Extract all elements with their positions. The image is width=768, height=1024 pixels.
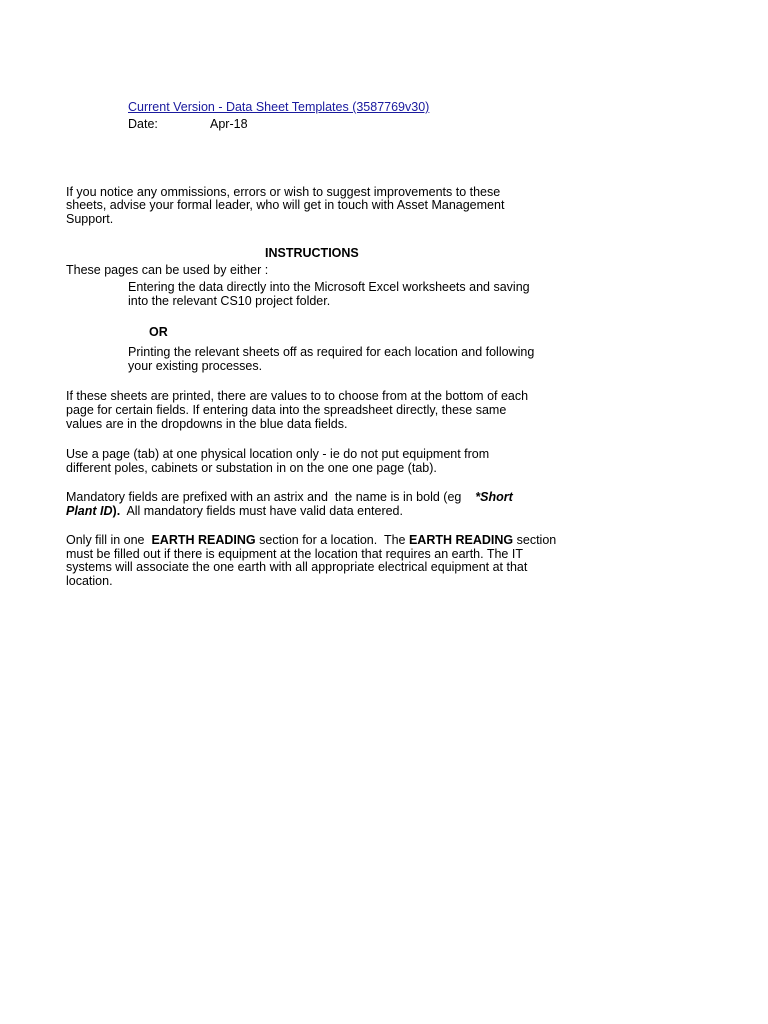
mandatory-text-1: Mandatory fields are prefixed with an astrix and the name is in bold (eg — [66, 490, 476, 504]
mandatory-line-1 — [66, 491, 513, 505]
date-value: Apr-18 — [210, 117, 248, 131]
used-by-text: These pages can be used by either : — [66, 263, 269, 277]
intro-line-3: Support. — [66, 212, 114, 226]
earth-line-1 — [66, 534, 556, 548]
short-plant-id-close: ). — [112, 504, 121, 518]
intro-line-2: sheets, advise your formal leader, who will get in touch with Asset Management — [66, 198, 505, 212]
earth-line-4: location. — [66, 574, 113, 588]
page-tab-line-1: Use a page (tab) at one physical location only - ie do not put equipment from — [66, 447, 490, 461]
mandatory-text-2: All mandatory fields must have valid data entered. — [120, 504, 403, 518]
printed-line-3: values are in the dropdowns in the blue data fields. — [66, 417, 348, 431]
date-label: Date: — [128, 117, 158, 131]
earth-line-2: must be filled out if there is equipment at the location that requires an earth. The IT — [66, 547, 523, 561]
page-tab-line-2: different poles, cabinets or substation in on the one one page (tab). — [66, 461, 437, 475]
option2-line-1: Printing the relevant sheets off as required for each location and following — [128, 345, 535, 359]
short-plant-id-part-1: *Short — [475, 490, 513, 504]
earth-text-e: section — [513, 533, 557, 547]
option1-line-2: into the relevant CS10 project folder. — [128, 294, 331, 308]
earth-reading-bold-1: EARTH READING — [151, 533, 256, 547]
printed-line-1: If these sheets are printed, there are values to to choose from at the bottom of each — [66, 389, 529, 403]
printed-line-2: page for certain fields. If entering data into the spreadsheet directly, these same — [66, 403, 507, 417]
current-version-link[interactable]: Current Version - Data Sheet Templates (3587769v30) — [128, 100, 430, 114]
earth-text-c: section for a location. The — [255, 533, 409, 547]
earth-reading-bold-2: EARTH READING — [408, 533, 514, 547]
option1-line-1: Entering the data directly into the Microsoft Excel worksheets and saving — [128, 280, 530, 294]
intro-line-1: If you notice any ommissions, errors or wish to suggest improvements to these — [66, 185, 501, 199]
short-plant-id-part-2: Plant ID — [66, 504, 113, 518]
instructions-heading: INSTRUCTIONS — [265, 246, 359, 260]
earth-line-3: systems will associate the one earth with all appropriate electrical equipment at that — [66, 560, 528, 574]
or-label: OR — [149, 325, 168, 339]
option2-line-2: your existing processes. — [128, 359, 263, 373]
earth-text-a: Only fill in one — [66, 533, 152, 547]
mandatory-line-2 — [66, 505, 403, 519]
